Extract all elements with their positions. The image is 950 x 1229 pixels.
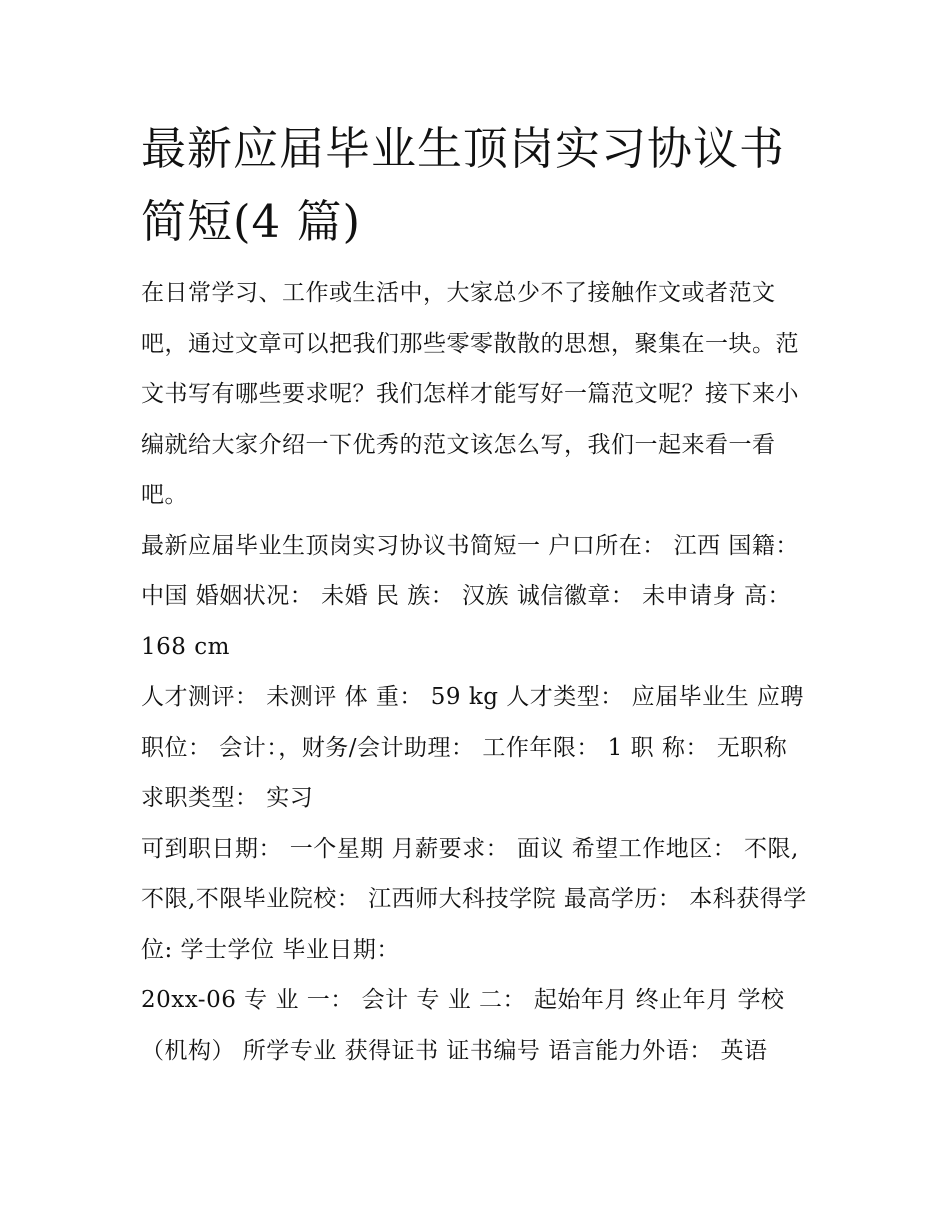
profile-paragraph-3: 可到职日期： 一个星期 月薪要求： 面议 希望工作地区： 不限,不限,不限毕业院校： 江西师大科技学院 最高学历： 本科获得学位: 学士学位 毕业日期：	[141, 835, 807, 963]
document-title: 最新应届毕业生顶岗实习协议书简短(4 篇)	[141, 122, 786, 248]
document-body	[141, 112, 816, 1076]
profile-paragraph-2: 人才测评： 未测评 体 重： 59 kg 人才类型： 应届毕业生 应聘职位： 会计：，财务/会计助理： 工作年限： 1 职 称： 无职称 求职类型： 实习	[141, 684, 804, 811]
profile-paragraph-1: 最新应届毕业生顶岗实习协议书简短一 户口所在： 江西 国籍： 中国 婚姻状况： 未婚 民 族： 汉族 诚信徽章： 未申请身 高： 168 cm	[141, 532, 799, 660]
profile-paragraph-4: 20xx-06 专 业 一： 会计 专 业 二： 起始年月 终止年月 学校（机构） 所学专业 获得证书 证书编号 语言能力外语： 英语	[141, 987, 785, 1064]
intro-paragraph: 在日常学习、工作或生活中，大家总少不了接触作文或者范文吧，通过文章可以把我们那些零零散散的思想，聚集在一块。范文书写有哪些要求呢？我们怎样才能写好一篇范文呢？接下来小编就给大家介绍一下优秀的范文该怎么写，我们一起来看一看吧。	[141, 280, 799, 508]
